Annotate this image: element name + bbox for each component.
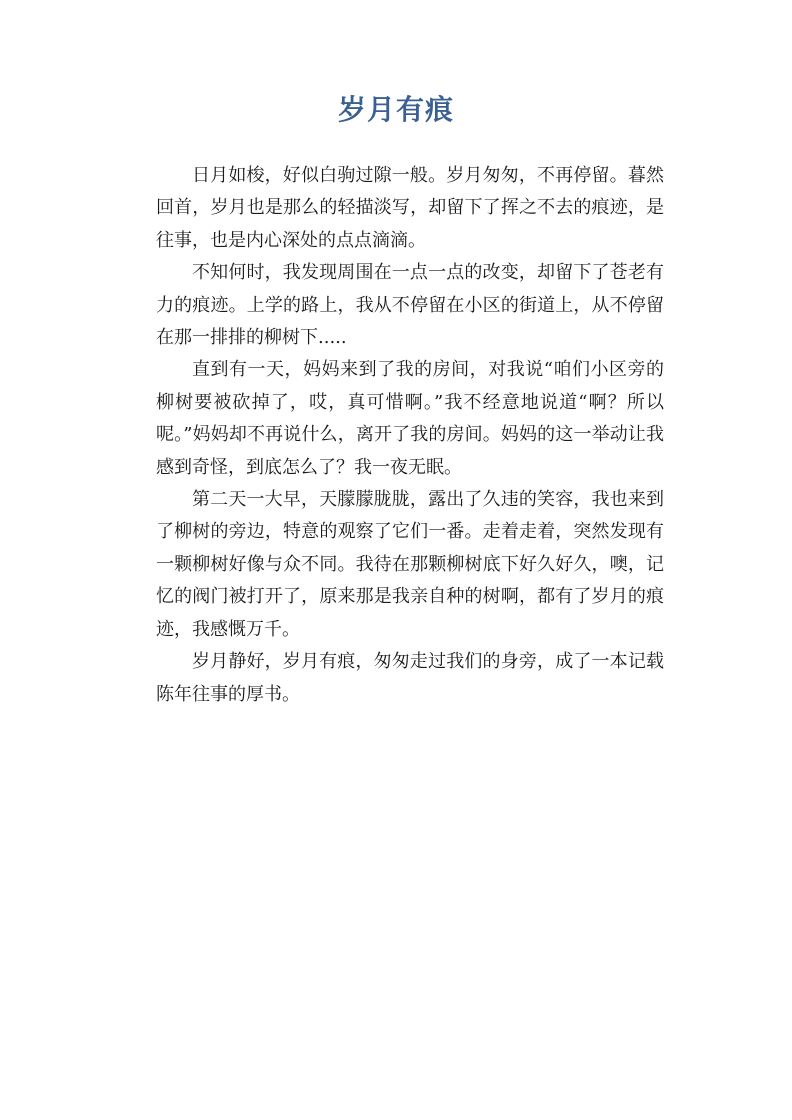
paragraph: 不知何时，我发现周围在一点一点的改变，却留下了苍老有力的痕迹。上学的路上，我从不停留在小区的街道上，从不停留在那一排排的柳树下..... xyxy=(156,262,664,349)
document-body xyxy=(156,160,664,711)
paragraph: 直到有一天，妈妈来到了我的房间，对我说“咱们小区旁的柳树要被砍掉了，哎，真可惜啊。”我不经意地说道“啊？所以呢。”妈妈却不再说什么，离开了我的房间。妈妈的这一举动让我感到奇怪，到底怎么了？我一夜无眠。 xyxy=(156,359,664,478)
paragraph: 岁月静好，岁月有痕，匆匆走过我们的身旁，成了一本记载陈年往事的厚书。 xyxy=(156,651,664,705)
document-title: 岁月有痕 xyxy=(337,93,454,126)
paragraph: 第二天一大早，天朦朦胧胧，露出了久违的笑容，我也来到了柳树的旁边，特意的观察了它们一番。走着走着，突然发现有一颗柳树好像与众不同。我待在那颗柳树底下好久好久，噢，记忆的阀门被打开了，原来那是我亲自种的树啊，都有了岁月的痕迹，我感慨万千。 xyxy=(156,489,664,640)
paragraph: 日月如梭，好似白驹过隙一般。岁月匆匆，不再停留。暮然回首，岁月也是那么的轻描淡写，却留下了挥之不去的痕迹，是往事，也是内心深处的点点滴滴。 xyxy=(156,165,664,251)
